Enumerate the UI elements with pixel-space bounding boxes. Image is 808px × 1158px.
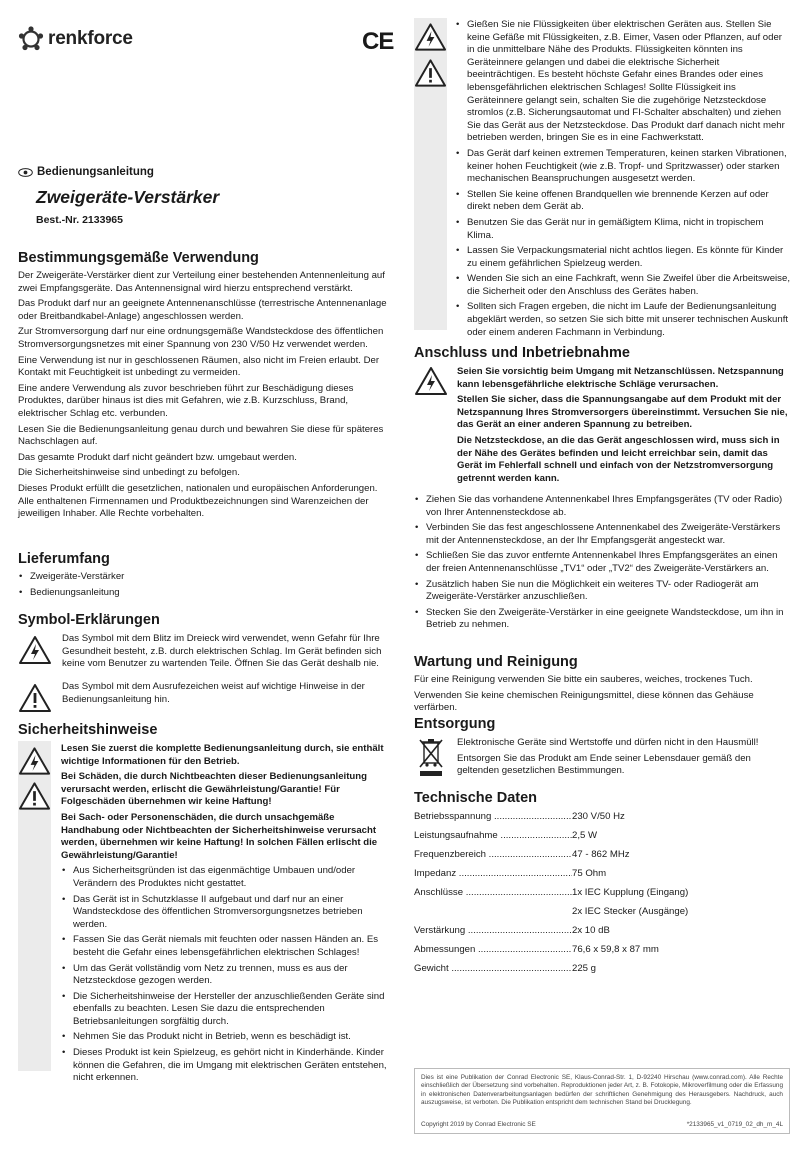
bold-paragraph: Lesen Sie zuerst die komplette Bedienungsanleitung durch, sie enthält wichtige Informationen für den Betrieb. [61, 743, 384, 767]
order-number: Best.-Nr. 2133965 [36, 214, 123, 226]
symbol-lightning-text: Das Symbol mit dem Blitz im Dreieck wird verwendet, wenn Gefahr für Ihre Gesundheit besteht, z.B. durch elektrischen Schlag. Im Gerät befinden sich keine vom Benutzer zu wartenden Teile. Öffnen Sie das Gerät deshalb nie. [62, 633, 382, 670]
paragraph: Verwenden Sie keine chemischen Reinigungsmittel, diese können das Gehäuse verfärben. [414, 689, 754, 714]
publication-footer [414, 1068, 790, 1134]
symbol-exclamation-text: Das Symbol mit dem Ausrufezeichen weist auf wichtige Hinweise in der Bedienungsanleitung hin. [62, 681, 365, 705]
eye-icon [18, 168, 33, 177]
copyright: Copyright 2019 by Conrad Electronic SE [421, 1120, 536, 1128]
intended-use-text [18, 270, 394, 524]
spec-label: Frequenzbereich ..... [414, 848, 572, 861]
spec-value: 75 Ohm [572, 868, 607, 879]
list-item: • Das Gerät darf keinen extremen Temperaturen, keinen starken Vibrationen, keiner hohen Feuchtigkeit (wie z.B. Tropf- und Spritzwasser) oder starken mechanischen Beanspruchungen ausgesetzt werden. [455, 148, 790, 186]
doc-type [18, 166, 154, 178]
spec-value: 2x 10 dB [572, 925, 610, 936]
symbol-exclamation-row [18, 681, 394, 713]
spec-value: 230 V/50 Hz [572, 811, 625, 822]
safety-list-left [61, 865, 394, 1085]
spec-value: 2,5 W [572, 830, 598, 841]
spec-row [414, 921, 790, 940]
spec-row [414, 826, 790, 845]
spec-value: 2x IEC Stecker (Ausgänge) [572, 906, 689, 917]
list-item: • Bedienungsanleitung [18, 587, 394, 600]
spec-label: Impedanz ..... [414, 867, 572, 880]
renkforce-logo-icon [18, 26, 44, 52]
list-item: • Schließen Sie das zuvor entfernte Antennenkabel Ihres Empfangsgerätes an einen der freien Antennenanschlüsse „TV1“ oder „TV2“ des Zweigeräte-Verstärkers an. [414, 550, 790, 575]
spec-row [414, 864, 790, 883]
footer-bottom-row [421, 1121, 783, 1129]
spec-value: 225 g [572, 963, 597, 974]
list-item: • Um das Gerät vollständig vom Netz zu trennen, muss es aus der Netzsteckdose gezogen werden. [61, 963, 394, 988]
paragraph: Das Produkt darf nur an geeignete Antennenanschlüsse (terrestrische Antennenanlage oder Breitbandkabel-Anlage) angeschlossen werden. [18, 298, 387, 322]
list-item: • Nehmen Sie das Produkt nicht in Betrieb, wenn es beschädigt ist. [61, 1031, 394, 1044]
list-item: • Stellen Sie keine offenen Brandquellen wie brennende Kerzen auf oder direkt neben dem Gerät ab. [455, 189, 790, 214]
doc-type-label: Bedienungsanleitung [37, 166, 154, 178]
paragraph: Eine andere Verwendung als zuvor beschrieben führt zur Beschädigung dieses Produktes, darüber hinaus ist dies mit Gefahren, wie z.B. Kurzschluss, Brand, elektrischer Schlag etc. verbunden. [18, 382, 354, 419]
list-item: • Lassen Sie Verpackungsmaterial nicht achtlos liegen. Es könnte für Kinder zu einem gefährlichen Spielzeug werden. [455, 245, 790, 270]
lightning-warning-icon [414, 366, 448, 396]
list-item: • Dieses Produkt ist kein Spielzeug, es gehört nicht in Kinderhände. Kinder können die Gefahren, die im Umgang mit elektrischen Geräten entstehen, nicht erkennen. [61, 1047, 394, 1085]
list-item: • Benutzen Sie das Gerät nur in gemäßigtem Klima, nicht in tropischem Klima. [455, 217, 790, 242]
paragraph: Entsorgen Sie das Produkt am Ende seiner Lebensdauer gemäß den geltenden gesetzlichen Bestimmungen. [457, 752, 751, 777]
footer-text: Dies ist eine Publikation der Conrad Electronic SE, Klaus-Conrad-Str. 1, D-92240 Hirschau (www.conrad.com). Alle Rechte einschließlich der Übersetzung sind vorbehalten. Reproduktionen jeder Art, z. B. Fotokopie, Mikroverfilmung oder die Erfassung in elektronischen Datenverarbeitungsanlagen bedürfen der schriftlichen Genehmigung des Herausgebers. Nachdruck, auch auszugsweise, ist verboten. Die Publikation entspricht dem technischen Stand bei Drucklegung. [421, 1074, 783, 1106]
exclamation-warning-icon [18, 683, 52, 713]
spec-label: Anschlüsse ..... [414, 886, 572, 899]
connection-warning-text [457, 366, 790, 488]
list-item: • Aus Sicherheitsgründen ist das eigenmächtige Umbauen und/oder Verändern des Produktes nicht gestattet. [61, 865, 394, 890]
paragraph: Zur Stromversorgung darf nur eine ordnungsgemäße Wandsteckdose des öffentlichen Stromversorgungsnetzes mit einer Spannung von 230 V/50 Hz verwendet werden. [18, 326, 384, 350]
lightning-warning-icon [414, 22, 447, 52]
spec-label: Leistungsaufnahme ..... [414, 829, 572, 842]
bold-paragraph: Die Netzsteckdose, an die das Gerät angeschlossen wird, muss sich in der Nähe des Gerätes befinden und leicht erreichbar sein, damit das Gerät im Fehlerfall schnell und einfach von der Netzstromversorgung getrennt werden kann. [457, 434, 780, 484]
spec-value: 1x IEC Kupplung (Eingang) [572, 887, 689, 898]
list-item: • Zweigeräte-Verstärker [18, 571, 394, 584]
heading-symbols: Symbol-Erklärungen [18, 612, 160, 628]
bold-paragraph: Bei Schäden, die durch Nichtbeachten dieser Bedienungsanleitung verursacht werden, erlischt die Gewährleistung/Garantie! Für Folgeschäden übernehmen wir keine Haftung! [61, 771, 367, 808]
spec-row [414, 807, 790, 826]
safety-warning-bar-right [414, 18, 447, 330]
spec-value: 47 - 862 MHz [572, 849, 630, 860]
spec-label: Abmessungen ..... [414, 943, 572, 956]
list-item: • Wenden Sie sich an eine Fachkraft, wenn Sie Zweifel über die Arbeitsweise, die Sicherheit oder den Anschluss des Gerätes haben. [455, 273, 790, 298]
list-item: • Ziehen Sie das vorhandene Antennenkabel Ihres Empfangsgerätes (TV oder Radio) von Ihrer Antennensteckdose ab. [414, 494, 790, 519]
spec-label: Verstärkung ..... [414, 924, 572, 937]
ce-mark: CE [362, 28, 394, 55]
paragraph: Eine Verwendung ist nur in geschlossenen Räumen, also nicht im Freien erlaubt. Der Kontakt mit Feuchtigkeit ist unbedingt zu vermeiden. [18, 354, 380, 379]
list-item: • Das Gerät ist in Schutzklasse II aufgebaut und darf nur an einer Wandsteckdose des öffentlichen Stromversorgungsnetzes betrieben werden. [61, 894, 394, 932]
specs-table [414, 807, 790, 978]
connection-steps-list [414, 494, 790, 635]
list-item: • Sollten sich Fragen ergeben, die nicht im Laufe der Bedienungsanleitung abgeklärt werden, so setzen Sie sich bitte mit unserer technischen Auskunft oder einem anderen Fachmann in Verbindung. [455, 301, 790, 339]
heading-delivery: Lieferumfang [18, 551, 110, 567]
list-item: • Die Sicherheitshinweise der Hersteller der anzuschließenden Geräte sind ebenfalls zu beachten. Lesen Sie dazu die entsprechenden Betriebsanleitungen sorgfältig durch. [61, 991, 394, 1029]
symbol-lightning-row [18, 633, 394, 671]
list-item: • Fassen Sie das Gerät niemals mit feuchten oder nassen Händen an. Es besteht die Gefahr eines lebensgefährlichen elektrischen Schlages! [61, 934, 394, 959]
heading-intended-use: Bestimmungsgemäße Verwendung [18, 250, 259, 266]
spec-row [414, 883, 790, 902]
paragraph: Lesen Sie die Bedienungsanleitung genau durch und bewahren Sie diese für späteres Nachschlagen auf. [18, 423, 384, 448]
heading-maintenance: Wartung und Reinigung [414, 654, 578, 670]
paragraph: Dieses Produkt erfüllt die gesetzlichen, nationalen und europäischen Anforderungen. Alle enthaltenen Firmennamen und Produktbezeichnungen sind Warenzeichen der jeweiligen Inhaber. Alle Rechte vorbehalten. [18, 482, 378, 520]
safety-warning-bar [18, 741, 51, 1071]
paragraph: Für eine Reinigung verwenden Sie bitte ein sauberes, weiches, trockenes Tuch. [414, 674, 753, 685]
lightning-warning-icon [18, 746, 51, 776]
disposal-text [457, 737, 790, 781]
bold-paragraph: Seien Sie vorsichtig beim Umgang mit Netzanschlüssen. Netzspannung kann lebensgefährliche elektrische Schläge verursachen. [457, 366, 784, 390]
spec-label: Gewicht ..... [414, 962, 572, 975]
heading-connection: Anschluss und Inbetriebnahme [414, 345, 630, 361]
spec-value: 76,6 x 59,8 x 87 mm [572, 944, 659, 955]
document-code: *2133965_v1_0719_02_dh_m_4L [686, 1120, 783, 1128]
list-item: • Verbinden Sie das fest angeschlossene Antennenkabel des Zweigeräte-Verstärkers mit der Antennensteckdose, an der Ihr Empfangsgerät angesteckt war. [414, 522, 790, 547]
brand-logo [18, 26, 133, 52]
maintenance-text [414, 674, 790, 718]
page-title: Zweigeräte-Verstärker [36, 187, 220, 207]
paragraph: Der Zweigeräte-Verstärker dient zur Verteilung einer bestehenden Antennenleitung auf zwei Empfangsgeräte. Das Antennensignal wird hierzu entsprechend verstärkt. [18, 270, 385, 294]
exclamation-warning-icon [414, 58, 447, 88]
safety-text-left [61, 743, 394, 1088]
spec-row [414, 940, 790, 959]
bold-paragraph: Stellen Sie sicher, dass die Spannungsangabe auf dem Produkt mit der Netzspannung Ihres Stromversorgers übereinstimmt. Versuchen Sie nie, das Gerät an einer anderen Spannung zu betreiben. [457, 394, 788, 431]
heading-disposal: Entsorgung [414, 716, 496, 732]
paragraph: Elektronische Geräte sind Wertstoffe und dürfen nicht in den Hausmüll! [457, 737, 759, 748]
heading-safety: Sicherheitshinweise [18, 722, 158, 738]
paragraph: Das gesamte Produkt darf nicht geändert bzw. umgebaut werden. [18, 451, 297, 463]
bold-paragraph: Bei Sach- oder Personenschäden, die durch unsachgemäße Handhabung oder Nichtbeachten der Sicherheitshinweise verursacht werden, übernehmen wir keine Haftung! In solchen Fällen erlischt die Gewährleistung/Garantie! [61, 811, 378, 861]
spec-row [414, 959, 790, 978]
brand-name: renkforce [48, 28, 133, 49]
list-item: • Zusätzlich haben Sie nun die Möglichkeit ein weiteres TV- oder Radiogerät am Zweigeräte-Verstärker anzuschließen. [414, 579, 790, 604]
exclamation-warning-icon [18, 781, 51, 811]
spec-row [414, 902, 790, 921]
lightning-warning-icon [18, 635, 52, 665]
safety-list-right [455, 19, 790, 342]
heading-specs: Technische Daten [414, 790, 538, 806]
spec-row [414, 845, 790, 864]
spec-label: Betriebsspannung ..... [414, 810, 572, 823]
crossed-bin-icon [418, 737, 444, 777]
paragraph: Die Sicherheitshinweise sind unbedingt zu befolgen. [18, 467, 240, 479]
list-item: • Gießen Sie nie Flüssigkeiten über elektrischen Geräten aus. Stellen Sie keine Gefäße mit Flüssigkeiten, z.B. Eimer, Vasen oder Pflanzen, auf oder in die unmittelbare Nähe des Produkts. Flüssigkeiten könnten ins Geräteinnere gelangen und dabei die elektrische Sicherheit beeinträchtigen. Es besteht höchste Gefahr eines Brandes oder eines lebensgefährlichen elektrischen Schlages! Sollte Flüssigkeit ins Geräteinnere gelangt sein, schalten Sie die zugehörige Netzsteckdose stromlos (z.B. Sicherungsautomat und FI-Schalter abschalten) und ziehen Sie das Gerät aus der Netzsteckdose. Das Produkt darf danach nicht mehr betrieben werden, bringen Sie es in eine Fachwerkstatt. [455, 19, 790, 145]
list-item: • Stecken Sie den Zweigeräte-Verstärker in eine geeignete Wandsteckdose, um ihn in Betrieb zu nehmen. [414, 607, 790, 632]
delivery-list [18, 571, 394, 602]
